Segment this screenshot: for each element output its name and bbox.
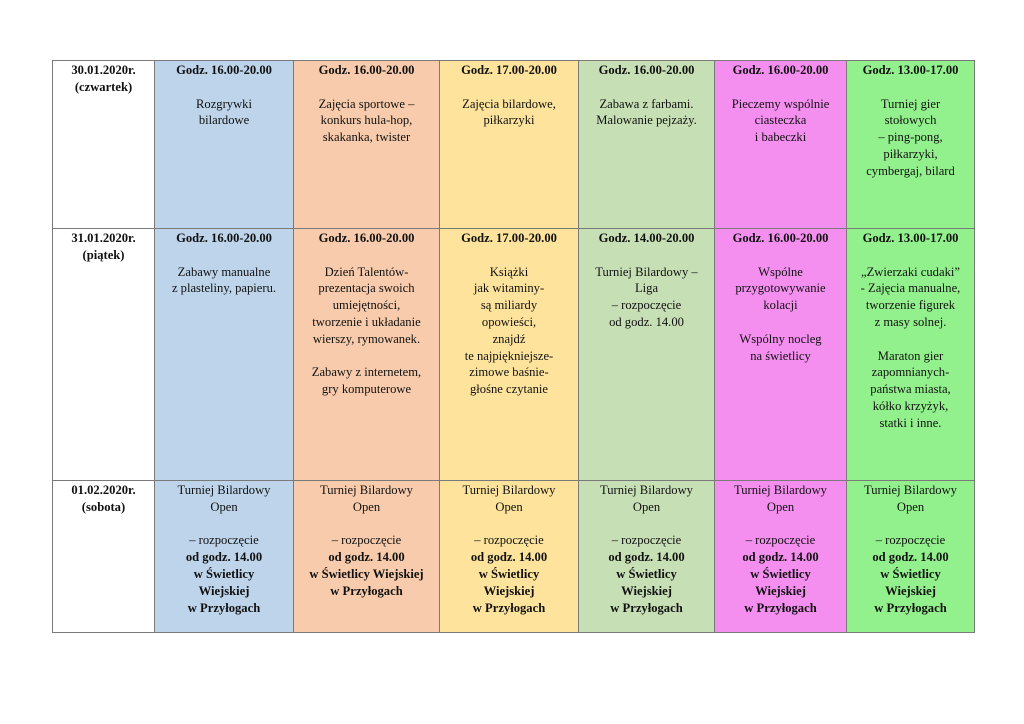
time-range: Godz. 16.00-20.00 xyxy=(318,63,415,77)
spacer xyxy=(582,516,711,533)
activity-line: Zabawa z farbami. xyxy=(599,96,694,111)
activity-cell xyxy=(155,481,294,633)
activity-line: z masy solnej. xyxy=(874,314,947,329)
activity-line: ciasteczka xyxy=(754,113,807,128)
activity-line: gry komputerowe xyxy=(321,382,412,397)
event-detail: w Przyłogach xyxy=(472,600,546,615)
spacer xyxy=(297,516,436,533)
time-range: Godz. 16.00-20.00 xyxy=(732,63,829,77)
activity-line: Maraton gier xyxy=(877,348,944,363)
schedule-row xyxy=(53,229,975,481)
event-title: Open xyxy=(210,499,238,514)
activity-line: Liga xyxy=(634,281,659,296)
activity-line: piłkarzyki xyxy=(483,113,535,128)
activity-line: – ping-pong, xyxy=(878,130,943,145)
schedule-row xyxy=(53,481,975,633)
activity-line xyxy=(718,314,843,331)
event-detail: w Przyłogach xyxy=(187,600,261,615)
event-detail: Wiejskiej xyxy=(885,583,936,598)
spacer xyxy=(158,516,290,533)
event-detail: Wiejskiej xyxy=(621,583,672,598)
date: 30.01.2020r. xyxy=(71,63,136,77)
activity-cell xyxy=(155,61,294,229)
activity-cell xyxy=(440,481,579,633)
event-start: – rozpoczęcie xyxy=(875,533,946,548)
event-detail: Wiejskiej xyxy=(483,583,535,598)
activity-cell xyxy=(715,481,847,633)
activity-line: prezentacja swoich xyxy=(318,281,415,296)
event-title: Turniej Bilardowy xyxy=(864,483,957,497)
spacer xyxy=(718,516,843,533)
activity-cell xyxy=(847,61,975,229)
activity-line: Zajęcia sportowe – xyxy=(318,96,415,111)
event-detail: Wiejskiej xyxy=(755,583,806,598)
activity-line: znajdź xyxy=(492,331,526,346)
activity-line: umiejętności, xyxy=(332,298,401,313)
event-detail: od godz. 14.00 xyxy=(608,550,685,565)
date-cell xyxy=(53,229,155,481)
event-detail: w Przyłogach xyxy=(610,600,683,615)
activity-line: zimowe baśnie- xyxy=(469,365,549,380)
event-start: – rozpoczęcie xyxy=(189,533,259,548)
activity-line: Turniej Bilardowy – xyxy=(595,264,698,279)
event-title: Turniej Bilardowy xyxy=(462,483,556,497)
weekday: (czwartek) xyxy=(74,79,133,94)
activity-line: - Zajęcia manualne, xyxy=(860,281,961,296)
event-title: Turniej Bilardowy xyxy=(177,483,271,497)
activity-cell xyxy=(440,229,579,481)
spacer xyxy=(443,516,575,533)
activity-line: Zabawy manualne xyxy=(177,264,271,279)
activity-cell xyxy=(579,481,715,633)
event-detail: od godz. 14.00 xyxy=(872,550,949,565)
event-detail: od godz. 14.00 xyxy=(185,550,263,565)
time-range: Godz. 13.00-17.00 xyxy=(862,63,959,77)
activity-line: od godz. 14.00 xyxy=(609,314,684,329)
activity-line xyxy=(297,348,436,365)
activity-line: kółko krzyżyk, xyxy=(872,398,949,413)
time-range: Godz. 16.00-20.00 xyxy=(732,231,829,245)
event-start: – rozpoczęcie xyxy=(611,533,682,548)
event-detail: w Świetlicy Wiejskiej xyxy=(309,566,424,581)
time-range: Godz. 14.00-20.00 xyxy=(598,231,695,245)
date-cell xyxy=(53,481,155,633)
activity-line: Dzień Talentów- xyxy=(324,264,409,279)
date: 01.02.2020r. xyxy=(71,483,136,497)
time-range: Godz. 16.00-20.00 xyxy=(176,231,272,245)
activity-line: skakanka, twister xyxy=(322,130,411,145)
schedule-table xyxy=(52,60,975,633)
event-detail: od godz. 14.00 xyxy=(328,550,405,565)
activity-line: i babeczki xyxy=(754,130,807,145)
activity-line xyxy=(850,331,971,348)
event-detail: w Świetlicy xyxy=(750,566,811,581)
activity-line: tworzenie i układanie xyxy=(312,314,421,329)
event-detail: w Świetlicy xyxy=(616,566,677,581)
activity-line: są miliardy xyxy=(480,298,538,313)
activity-line: bilardowe xyxy=(198,113,250,128)
date-cell xyxy=(53,61,155,229)
activity-cell xyxy=(294,229,440,481)
activity-cell xyxy=(294,481,440,633)
event-detail: Wiejskiej xyxy=(198,583,250,598)
event-title: Turniej Bilardowy xyxy=(600,483,693,497)
event-detail: w Świetlicy xyxy=(880,566,941,581)
activity-line: – rozpoczęcie xyxy=(611,298,682,313)
event-detail: w Przyłogach xyxy=(744,600,817,615)
activity-line: na świetlicy xyxy=(750,348,811,363)
activity-cell xyxy=(715,229,847,481)
event-title: Open xyxy=(632,499,661,514)
activity-cell xyxy=(155,229,294,481)
event-title: Turniej Bilardowy xyxy=(320,483,413,497)
activity-line: statki i inne. xyxy=(879,415,942,430)
activity-line: cymbergaj, bilard xyxy=(866,163,955,178)
activity-line: piłkarzyki, xyxy=(883,146,938,161)
activity-cell xyxy=(294,61,440,229)
activity-line: Zabawy z internetem, xyxy=(311,365,422,380)
activity-line: wierszy, rymowanek. xyxy=(312,331,421,346)
time-range: Godz. 16.00-20.00 xyxy=(318,231,415,245)
date: 31.01.2020r. xyxy=(71,231,136,245)
activity-line: opowieści, xyxy=(481,314,537,329)
time-range: Godz. 16.00-20.00 xyxy=(598,63,695,77)
activity-line: Pieczemy wspólnie xyxy=(731,96,830,111)
activity-line: „Zwierzaki cudaki” xyxy=(861,264,960,279)
activity-cell xyxy=(847,229,975,481)
time-range: Godz. 17.00-20.00 xyxy=(461,231,557,245)
activity-line: te najpiękniejsze- xyxy=(464,348,554,363)
activity-cell xyxy=(847,481,975,633)
activity-cell xyxy=(440,61,579,229)
activity-line: zapomnianych- xyxy=(871,365,950,380)
activity-line: Książki xyxy=(489,264,529,279)
weekday: (piątek) xyxy=(82,247,125,262)
activity-line: państwa miasta, xyxy=(870,382,951,397)
activity-line: z plasteliny, papieru. xyxy=(171,281,277,296)
activity-line: konkurs hula-hop, xyxy=(320,113,413,128)
activity-line: jak witaminy- xyxy=(473,281,545,296)
event-detail: w Świetlicy xyxy=(478,566,540,581)
event-detail: w Świetlicy xyxy=(193,566,255,581)
activity-cell xyxy=(715,61,847,229)
activity-line: głośne czytanie xyxy=(470,382,548,397)
activity-cell xyxy=(579,61,715,229)
event-title: Open xyxy=(766,499,795,514)
activity-line: kolacji xyxy=(763,298,798,313)
event-start: – rozpoczęcie xyxy=(745,533,816,548)
event-detail: od godz. 14.00 xyxy=(742,550,819,565)
spacer xyxy=(850,516,971,533)
activity-line: Turniej gier xyxy=(880,96,941,111)
activity-line: Wspólny nocleg xyxy=(739,331,822,346)
activity-line: Zajęcia bilardowe, xyxy=(462,96,556,111)
activity-cell xyxy=(579,229,715,481)
event-detail: w Przyłogach xyxy=(330,583,403,598)
event-start: – rozpoczęcie xyxy=(331,533,402,548)
event-title: Open xyxy=(352,499,381,514)
activity-line: przygotowywanie xyxy=(735,281,826,296)
activity-line: Rozgrywki xyxy=(196,96,252,111)
event-start: – rozpoczęcie xyxy=(474,533,544,548)
time-range: Godz. 16.00-20.00 xyxy=(176,63,272,77)
activity-line: Malowanie pejzaży. xyxy=(596,113,697,128)
weekday: (sobota) xyxy=(81,499,126,514)
event-title: Open xyxy=(896,499,925,514)
activity-line: Wspólne xyxy=(758,264,803,279)
event-detail: w Przyłogach xyxy=(874,600,947,615)
time-range: Godz. 13.00-17.00 xyxy=(862,231,959,245)
event-detail: od godz. 14.00 xyxy=(470,550,548,565)
event-title: Turniej Bilardowy xyxy=(734,483,827,497)
activity-line: tworzenie figurek xyxy=(865,298,956,313)
event-title: Open xyxy=(495,499,523,514)
activity-line: stołowych xyxy=(884,113,937,128)
schedule-row xyxy=(53,61,975,229)
time-range: Godz. 17.00-20.00 xyxy=(461,63,557,77)
